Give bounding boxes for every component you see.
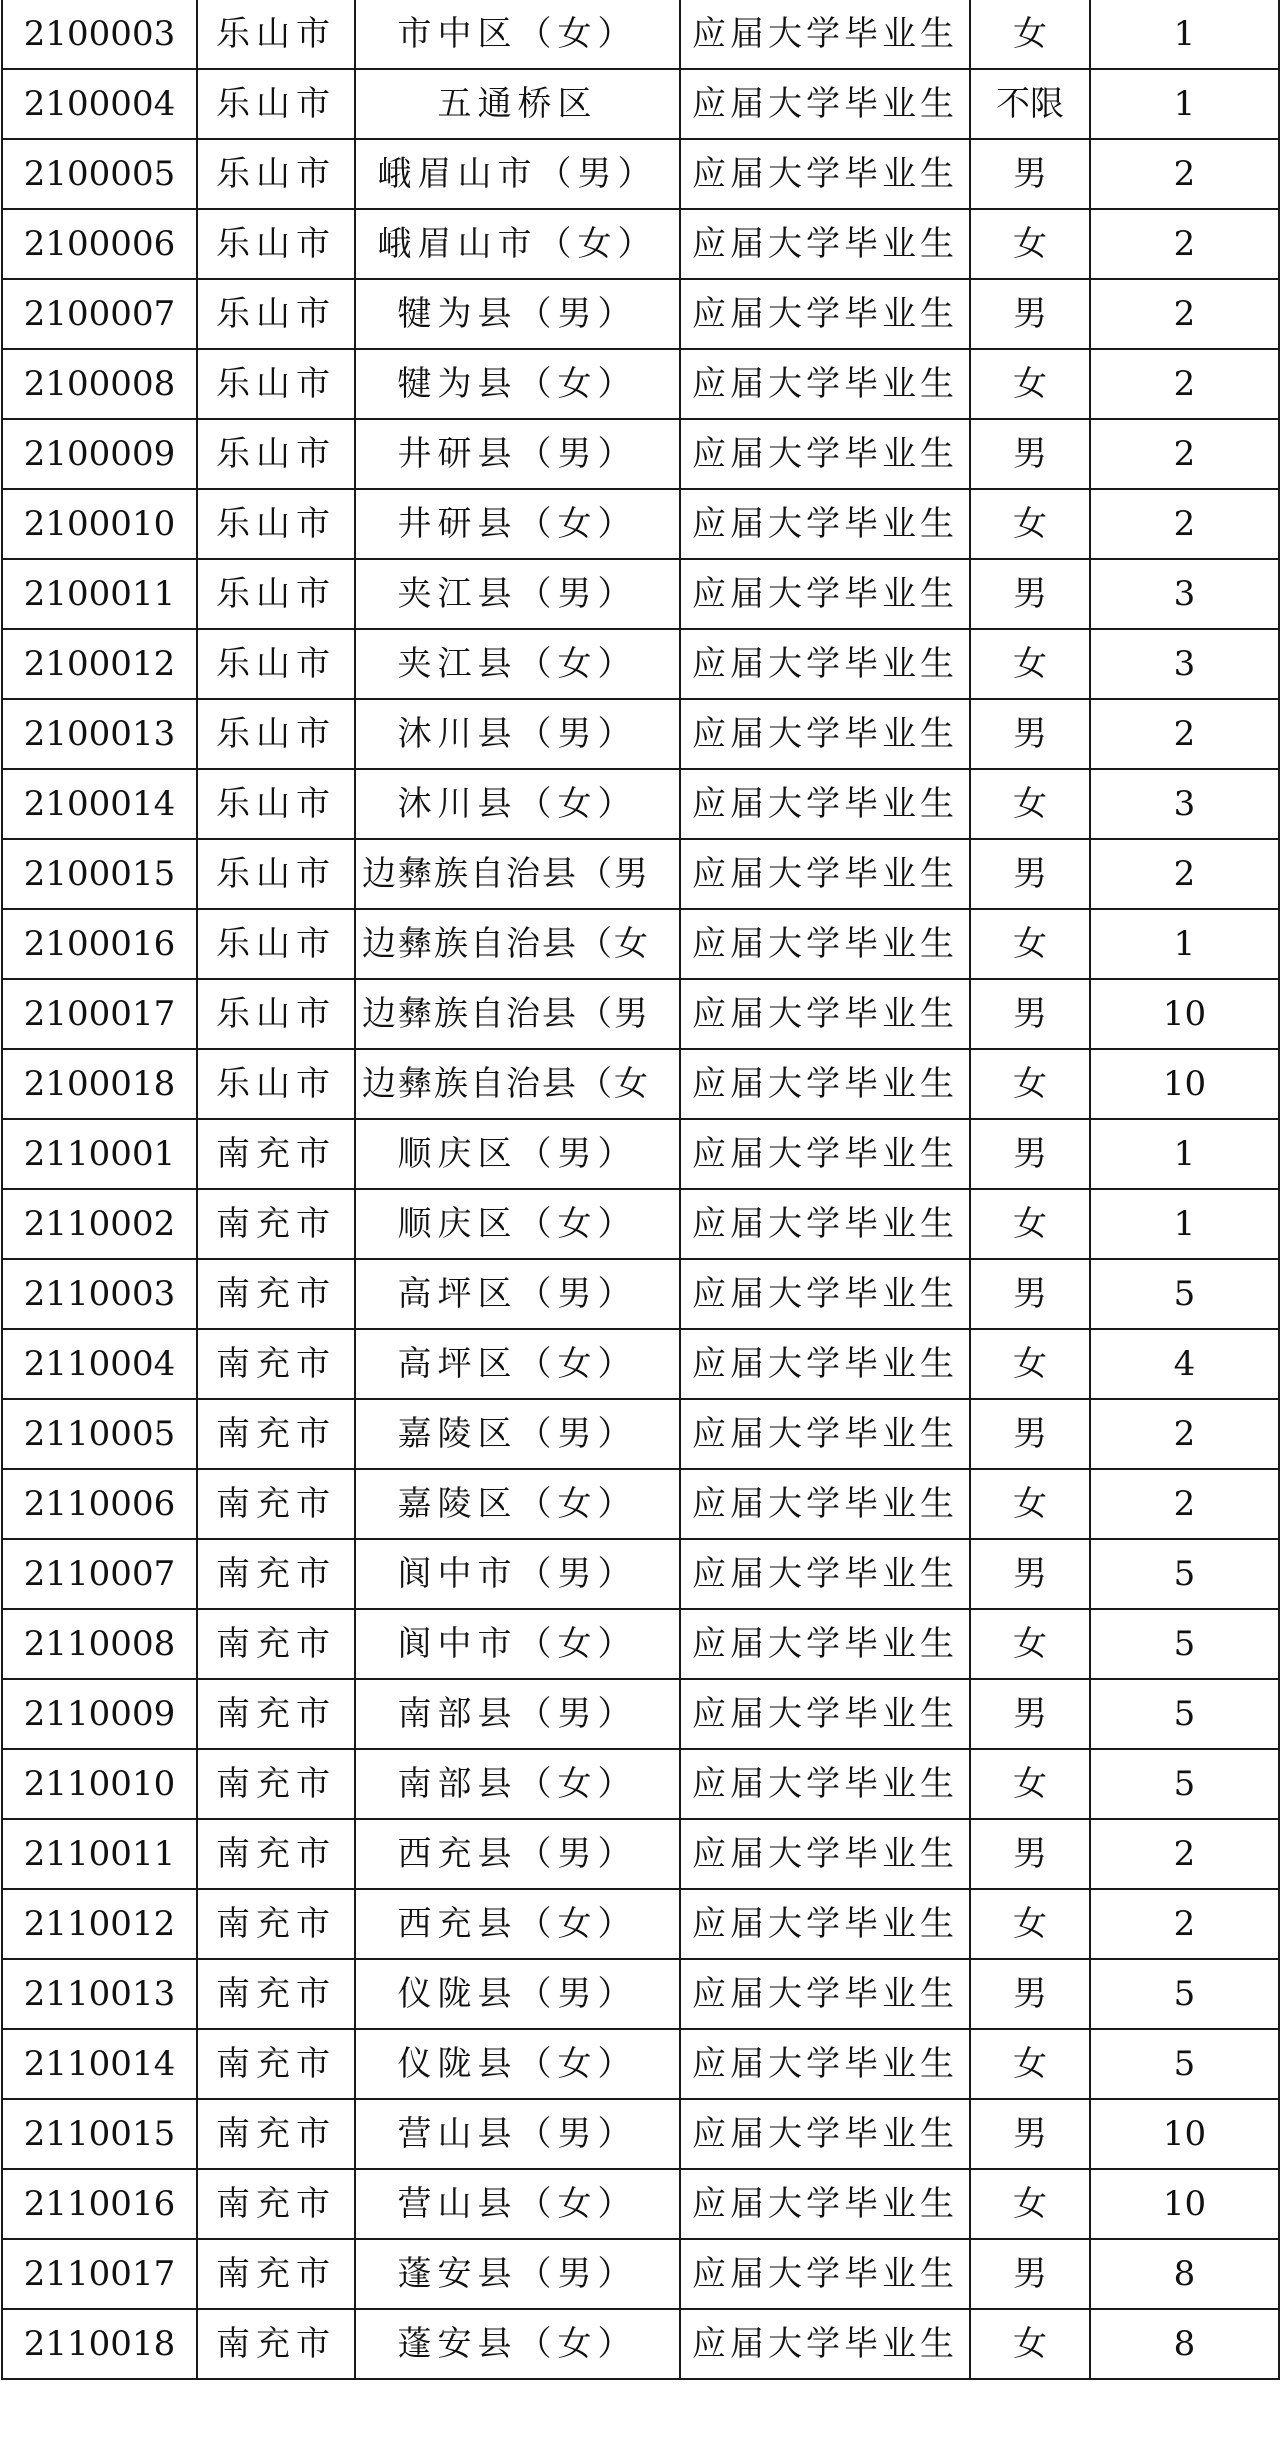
city-cell: 南充市 [197,1399,355,1469]
district-cell: 顺庆区（女） [355,1189,680,1259]
gender-cell: 男 [970,139,1090,209]
table-row [2,1819,1279,1889]
district-cell: 高坪区（男） [355,1259,680,1329]
gender-cell: 男 [970,1119,1090,1189]
education-cell: 应届大学毕业生 [680,1119,970,1189]
headcount-cell: 10 [1090,1049,1279,1119]
table-row [2,1959,1279,2029]
education-cell: 应届大学毕业生 [680,1539,970,1609]
position-code-cell: 2110005 [2,1399,197,1469]
education-cell: 应届大学毕业生 [680,1329,970,1399]
gender-cell: 女 [970,1609,1090,1679]
gender-cell: 女 [970,489,1090,559]
gender-cell: 男 [970,2099,1090,2169]
position-code-cell: 2110009 [2,1679,197,1749]
education-cell: 应届大学毕业生 [680,1679,970,1749]
headcount-cell: 2 [1090,699,1279,769]
city-cell: 乐山市 [197,349,355,419]
city-cell: 乐山市 [197,909,355,979]
gender-cell: 男 [970,699,1090,769]
gender-cell: 男 [970,1399,1090,1469]
position-code-cell: 2100003 [2,0,197,69]
headcount-cell: 4 [1090,1329,1279,1399]
gender-cell: 男 [970,979,1090,1049]
city-cell: 南充市 [197,2029,355,2099]
city-cell: 乐山市 [197,629,355,699]
gender-cell: 女 [970,1049,1090,1119]
position-code-cell: 2100017 [2,979,197,1049]
education-cell: 应届大学毕业生 [680,349,970,419]
headcount-cell: 2 [1090,349,1279,419]
education-cell: 应届大学毕业生 [680,909,970,979]
district-cell: 蓬安县（男） [355,2239,680,2309]
table-row [2,1539,1279,1609]
gender-cell: 女 [970,769,1090,839]
headcount-cell: 2 [1090,489,1279,559]
education-cell: 应届大学毕业生 [680,2029,970,2099]
headcount-cell: 2 [1090,139,1279,209]
city-cell: 南充市 [197,1819,355,1889]
district-cell: 仪陇县（男） [355,1959,680,2029]
education-cell: 应届大学毕业生 [680,489,970,559]
position-code-cell: 2100009 [2,419,197,489]
table-row [2,629,1279,699]
city-cell: 南充市 [197,2239,355,2309]
district-cell: 犍为县（男） [355,279,680,349]
city-cell: 乐山市 [197,279,355,349]
district-cell: 仪陇县（女） [355,2029,680,2099]
table-row [2,1259,1279,1329]
district-cell: 沐川县（女） [355,769,680,839]
table-row [2,2099,1279,2169]
position-code-cell: 2100007 [2,279,197,349]
city-cell: 南充市 [197,1189,355,1259]
education-cell: 应届大学毕业生 [680,139,970,209]
district-cell: 沐川县（男） [355,699,680,769]
education-cell: 应届大学毕业生 [680,1889,970,1959]
district-cell: 阆中市（男） [355,1539,680,1609]
table-row [2,979,1279,1049]
city-cell: 南充市 [197,2099,355,2169]
district-cell: 营山县（男） [355,2099,680,2169]
city-cell: 南充市 [197,1469,355,1539]
gender-cell: 女 [970,1329,1090,1399]
position-code-cell: 2110016 [2,2169,197,2239]
position-code-cell: 2110003 [2,1259,197,1329]
education-cell: 应届大学毕业生 [680,1399,970,1469]
gender-cell: 男 [970,839,1090,909]
city-cell: 南充市 [197,1749,355,1819]
education-cell: 应届大学毕业生 [680,2099,970,2169]
position-code-cell: 2110015 [2,2099,197,2169]
city-cell: 乐山市 [197,209,355,279]
district-cell: 边彝族自治县（女 [355,909,680,979]
gender-cell: 男 [970,2239,1090,2309]
gender-cell: 女 [970,0,1090,69]
gender-cell: 女 [970,1749,1090,1819]
gender-cell: 男 [970,1819,1090,1889]
city-cell: 乐山市 [197,979,355,1049]
district-cell: 市中区（女） [355,0,680,69]
education-cell: 应届大学毕业生 [680,769,970,839]
city-cell: 乐山市 [197,69,355,139]
district-cell: 井研县（女） [355,489,680,559]
education-cell: 应届大学毕业生 [680,2169,970,2239]
position-code-cell: 2110001 [2,1119,197,1189]
headcount-cell: 1 [1090,909,1279,979]
position-code-cell: 2110008 [2,1609,197,1679]
gender-cell: 男 [970,1679,1090,1749]
table-row [2,1889,1279,1959]
table-row [2,2029,1279,2099]
gender-cell: 女 [970,1189,1090,1259]
district-cell: 五通桥区 [355,69,680,139]
position-code-cell: 2100013 [2,699,197,769]
education-cell: 应届大学毕业生 [680,1259,970,1329]
education-cell: 应届大学毕业生 [680,209,970,279]
district-cell: 井研县（男） [355,419,680,489]
city-cell: 乐山市 [197,1049,355,1119]
headcount-cell: 5 [1090,1259,1279,1329]
table-row [2,1049,1279,1119]
position-code-cell: 2110013 [2,1959,197,2029]
headcount-cell: 2 [1090,1819,1279,1889]
education-cell: 应届大学毕业生 [680,0,970,69]
education-cell: 应届大学毕业生 [680,1749,970,1819]
education-cell: 应届大学毕业生 [680,699,970,769]
gender-cell: 男 [970,419,1090,489]
gender-cell: 女 [970,349,1090,419]
headcount-cell: 5 [1090,1539,1279,1609]
district-cell: 边彝族自治县（男 [355,979,680,1049]
district-cell: 西充县（男） [355,1819,680,1889]
position-code-cell: 2100018 [2,1049,197,1119]
district-cell: 南部县（男） [355,1679,680,1749]
city-cell: 乐山市 [197,489,355,559]
district-cell: 营山县（女） [355,2169,680,2239]
table-body [2,0,1279,2379]
recruitment-table [1,0,1280,2380]
position-code-cell: 2110007 [2,1539,197,1609]
city-cell: 乐山市 [197,139,355,209]
education-cell: 应届大学毕业生 [680,2309,970,2379]
headcount-cell: 2 [1090,209,1279,279]
headcount-cell: 5 [1090,1959,1279,2029]
district-cell: 顺庆区（男） [355,1119,680,1189]
position-code-cell: 2110004 [2,1329,197,1399]
education-cell: 应届大学毕业生 [680,1469,970,1539]
headcount-cell: 10 [1090,2169,1279,2239]
headcount-cell: 2 [1090,419,1279,489]
headcount-cell: 5 [1090,1749,1279,1819]
headcount-cell: 5 [1090,2029,1279,2099]
headcount-cell: 3 [1090,769,1279,839]
table-row [2,2239,1279,2309]
city-cell: 乐山市 [197,769,355,839]
table-row [2,489,1279,559]
headcount-cell: 3 [1090,559,1279,629]
headcount-cell: 8 [1090,2309,1279,2379]
education-cell: 应届大学毕业生 [680,1189,970,1259]
table-row [2,279,1279,349]
city-cell: 南充市 [197,1119,355,1189]
education-cell: 应届大学毕业生 [680,1609,970,1679]
gender-cell: 女 [970,1889,1090,1959]
district-cell: 高坪区（女） [355,1329,680,1399]
headcount-cell: 2 [1090,839,1279,909]
city-cell: 南充市 [197,2309,355,2379]
position-code-cell: 2100016 [2,909,197,979]
gender-cell: 不限 [970,69,1090,139]
headcount-cell: 10 [1090,2099,1279,2169]
education-cell: 应届大学毕业生 [680,839,970,909]
headcount-cell: 1 [1090,69,1279,139]
headcount-cell: 3 [1090,629,1279,699]
table-row [2,909,1279,979]
table-row [2,1749,1279,1819]
district-cell: 峨眉山市（女） [355,209,680,279]
table-row [2,1119,1279,1189]
city-cell: 乐山市 [197,419,355,489]
table-row [2,69,1279,139]
position-code-cell: 2100015 [2,839,197,909]
headcount-cell: 1 [1090,1189,1279,1259]
education-cell: 应届大学毕业生 [680,279,970,349]
headcount-cell: 5 [1090,1609,1279,1679]
gender-cell: 女 [970,629,1090,699]
district-cell: 犍为县（女） [355,349,680,419]
headcount-cell: 2 [1090,1399,1279,1469]
district-cell: 边彝族自治县（男 [355,839,680,909]
position-code-cell: 2100012 [2,629,197,699]
position-code-cell: 2110002 [2,1189,197,1259]
table-row [2,139,1279,209]
district-cell: 夹江县（男） [355,559,680,629]
city-cell: 南充市 [197,1889,355,1959]
position-code-cell: 2100014 [2,769,197,839]
position-code-cell: 2110017 [2,2239,197,2309]
position-code-cell: 2110018 [2,2309,197,2379]
city-cell: 南充市 [197,1329,355,1399]
position-code-cell: 2100006 [2,209,197,279]
headcount-cell: 2 [1090,279,1279,349]
city-cell: 南充市 [197,1539,355,1609]
gender-cell: 男 [970,1259,1090,1329]
education-cell: 应届大学毕业生 [680,419,970,489]
position-code-cell: 2100004 [2,69,197,139]
table-row [2,349,1279,419]
position-code-cell: 2110011 [2,1819,197,1889]
headcount-cell: 2 [1090,1889,1279,1959]
headcount-cell: 1 [1090,0,1279,69]
position-code-cell: 2110014 [2,2029,197,2099]
district-cell: 阆中市（女） [355,1609,680,1679]
headcount-cell: 2 [1090,1469,1279,1539]
table-row [2,419,1279,489]
gender-cell: 男 [970,279,1090,349]
gender-cell: 女 [970,2309,1090,2379]
district-cell: 峨眉山市（男） [355,139,680,209]
education-cell: 应届大学毕业生 [680,1819,970,1889]
table-row [2,839,1279,909]
table-row [2,1329,1279,1399]
gender-cell: 男 [970,559,1090,629]
position-code-cell: 2100011 [2,559,197,629]
district-cell: 嘉陵区（女） [355,1469,680,1539]
city-cell: 南充市 [197,1259,355,1329]
position-code-cell: 2110006 [2,1469,197,1539]
position-code-cell: 2110012 [2,1889,197,1959]
table-row [2,1469,1279,1539]
district-cell: 蓬安县（女） [355,2309,680,2379]
gender-cell: 女 [970,2169,1090,2239]
city-cell: 乐山市 [197,839,355,909]
city-cell: 乐山市 [197,559,355,629]
city-cell: 南充市 [197,1679,355,1749]
table-row [2,2169,1279,2239]
city-cell: 乐山市 [197,699,355,769]
position-code-cell: 2100010 [2,489,197,559]
district-cell: 嘉陵区（男） [355,1399,680,1469]
table-row [2,1399,1279,1469]
city-cell: 南充市 [197,2169,355,2239]
table-row [2,769,1279,839]
education-cell: 应届大学毕业生 [680,559,970,629]
headcount-cell: 5 [1090,1679,1279,1749]
table-row [2,1679,1279,1749]
district-cell: 边彝族自治县（女 [355,1049,680,1119]
gender-cell: 女 [970,1469,1090,1539]
table-row [2,1189,1279,1259]
table-row [2,1609,1279,1679]
gender-cell: 男 [970,1959,1090,2029]
position-code-cell: 2100008 [2,349,197,419]
table-row [2,2309,1279,2379]
table-row [2,0,1279,69]
city-cell: 南充市 [197,1609,355,1679]
city-cell: 乐山市 [197,0,355,69]
headcount-cell: 8 [1090,2239,1279,2309]
headcount-cell: 1 [1090,1119,1279,1189]
district-cell: 夹江县（女） [355,629,680,699]
position-code-cell: 2100005 [2,139,197,209]
table-row [2,699,1279,769]
education-cell: 应届大学毕业生 [680,1049,970,1119]
headcount-cell: 10 [1090,979,1279,1049]
position-code-cell: 2110010 [2,1749,197,1819]
education-cell: 应届大学毕业生 [680,1959,970,2029]
gender-cell: 女 [970,909,1090,979]
city-cell: 南充市 [197,1959,355,2029]
district-cell: 西充县（女） [355,1889,680,1959]
education-cell: 应届大学毕业生 [680,69,970,139]
gender-cell: 女 [970,2029,1090,2099]
gender-cell: 男 [970,1539,1090,1609]
education-cell: 应届大学毕业生 [680,2239,970,2309]
table-row [2,559,1279,629]
education-cell: 应届大学毕业生 [680,979,970,1049]
education-cell: 应届大学毕业生 [680,629,970,699]
table-row [2,209,1279,279]
gender-cell: 女 [970,209,1090,279]
district-cell: 南部县（女） [355,1749,680,1819]
